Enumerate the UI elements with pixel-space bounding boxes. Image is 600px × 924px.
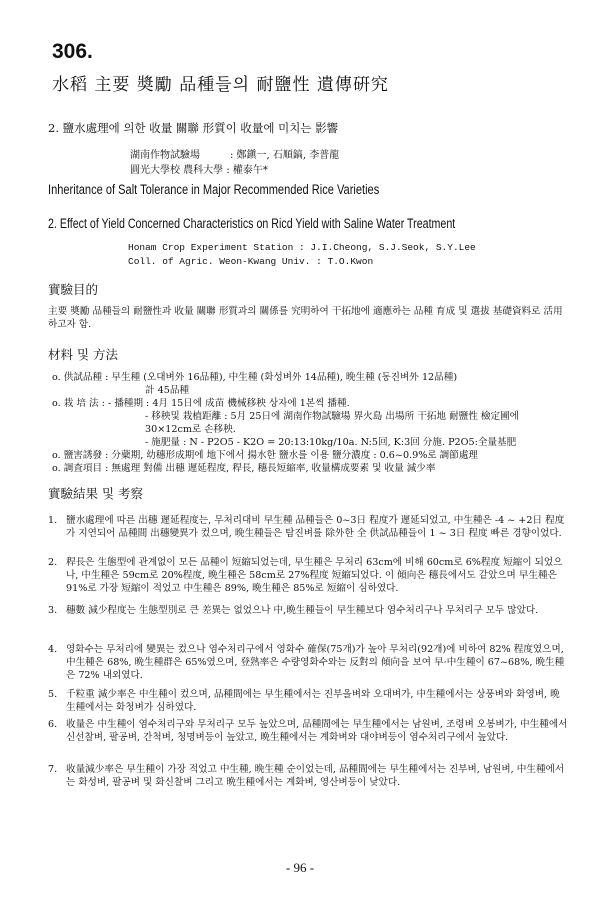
title-english: Inheritance of Salt Tolerance in Major Recommended Rice Varieties [48, 182, 380, 197]
result-item-number: 7. [48, 764, 58, 775]
heading-methods: 材料 및 方法 [48, 347, 119, 362]
page-number: - 96 - [285, 860, 315, 875]
result-item-number: 2. [48, 557, 58, 568]
result-item-text: 穗數 減少程度는 生態型別로 큰 差異는 없었으나 中,晩生種들이 早生種보다 염수처리구나 무처리구 모두 많았다. [66, 605, 539, 616]
methods-line: o. 栽 培 法 : - 播種期 : 4月 15日에 成苗 機械移秧 상자에 1본씩 播種. [52, 398, 350, 409]
result-item-text: 收量은 中生種이 염수처리구와 무처리구 모두 높았으며, 品種間에는 早生種에서는 남원벼, 조령벼 오봉벼가, 中生種에서 신선찰벼, 팔공벼, 간척벼, 청명벼등이 높았고, 晩生種에서는 계화벼와 대야벼등이 염수처리구에서 높았다. [66, 719, 568, 743]
result-item-text: 鹽水處理에 따른 出穗 遲延程度는, 무처리대비 早生種 品種들은 0~3日 程度가 遲延되었고, 中生種은 -4 ~ +2日 程度가 지연되어 品種間 出穗變異가 컸으며, 晩生種들은 탐진벼를 除外한 全 供試品種들이 1 ~ 3日 程度 빠른 경향이었다. [66, 515, 565, 539]
methods-line: o. 調査項目 : 無處理 對備 出穗 遲延程度, 稈長, 穗長短縮率, 收量構成要素 및 收量 減少率 [52, 463, 436, 474]
affiliation-korean-2: 圓光大學校 農科大學 : 權泰午* [130, 165, 268, 176]
result-item-text: 收量減少率은 早生種이 가장 적었고 中生種, 晩生種 순이었는데, 品種間에는 早生種에서는 진부벼, 남원벼, 中生種에서는 화성벼, 팔공벼 및 화신찰벼 그리고 晩生種에서는 계화벼, 영산벼등이 낮았다. [66, 764, 565, 788]
methods-line: 計 45品種 [145, 385, 190, 396]
result-item-number: 3. [48, 605, 58, 616]
result-item-text: 영화수는 무처리에 變異는 컸으나 염수처리구에서 영화수 確保(75개)가 높아 무처리(92개)에 비하여 82% 程度였으며, 中生種은 68%, 晩生種群은 65%였으며, 登熟率은 수량영화수와는 反對의 傾向을 보여 早·中生種이 67~68%, 晩生種은 72% 내외였다. [66, 644, 565, 681]
result-item-number: 1. [48, 515, 58, 526]
result-item-number: 6. [48, 719, 58, 730]
paper-number: 306. [52, 40, 93, 63]
heading-results: 實驗結果 및 考察 [48, 486, 144, 501]
methods-line: - 移秧및 栽植距離 : 5月 25日에 湖南作物試驗場 界火島 出場所 干拓地 耐鹽性 檢定圃에 [145, 411, 519, 422]
result-item-number: 5. [48, 689, 58, 700]
title-korean: 水稻 主要 奬勵 品種들의 耐鹽性 遺傳硏究 [52, 75, 389, 95]
methods-line: o. 鹽害誘發 : 分蘗期, 幼穗形成期에 地下에서 揚水한 鹽水를 이용 鹽分濃度 : 0.6~0.9%로 調節處理 [52, 450, 479, 461]
affiliation-korean-1: 湖南作物試驗場 : 鄭鎭一, 石順鎬, 李普龍 [130, 150, 340, 161]
subtitle-korean: 2. 鹽水處理에 의한 收量 關聯 形質이 收量에 미치는 影響 [48, 121, 339, 135]
objective-text: 主要 奬勵 品種들의 耐鹽性과 收量 關聯 形質과의 關係를 究明하여 干拓地에 適應하는 品種 育成 및 選拔 基礎資料로 活用하고자 함. [48, 306, 563, 330]
result-item-text: 稈長은 生態型에 관계없이 모든 品種이 短縮되었는데, 早生種은 무처리 63cm에 비해 60cm로 6%程度 短縮이 되었으나, 中生種은 59cm로 20%程度, 晩生種은 58cm로 27%程度 短縮되었다. 이 傾向은 穗長에서도 같았으며 早生種은 91%로 가장 短縮이 적었고 中生種은 89%, 晩生種은 85%로 短縮이 심하였다. [66, 557, 563, 594]
affiliation-english-2: Coll. of Agric. Weon-Kwang Univ. : T.O.Kwon [128, 256, 374, 267]
methods-line: o. 供試品種 : 早生種 (오대벼外 16品種), 中生種 (화성벼外 14品種), 晩生種 (동진벼外 12品種) [52, 372, 458, 383]
methods-line: - 施肥量 : N - P2O5 - K2O = 20:13:10kg/10a. N:5回, K:3回 分施. P2O5:全量基肥 [145, 437, 517, 448]
heading-objective: 實驗目的 [48, 282, 99, 297]
subtitle-english: 2. Effect of Yield Concerned Characteristics on Ricd Yield with Saline Water Treatment [48, 216, 456, 231]
affiliation-english-1: Honam Crop Experiment Station : J.I.Cheong, S.J.Seok, S.Y.Lee [128, 242, 476, 253]
result-item-number: 4. [48, 644, 58, 655]
result-item-text: 千粒重 減少率은 中生種이 컸으며, 品種間에는 早生種에서는 진부올벼와 오대벼가, 中生種에서는 상풍벼와 화영벼, 晩生種에서는 화청벼가 심하였다. [66, 689, 560, 713]
methods-line: 30×12cm로 손移秧. [145, 424, 236, 435]
